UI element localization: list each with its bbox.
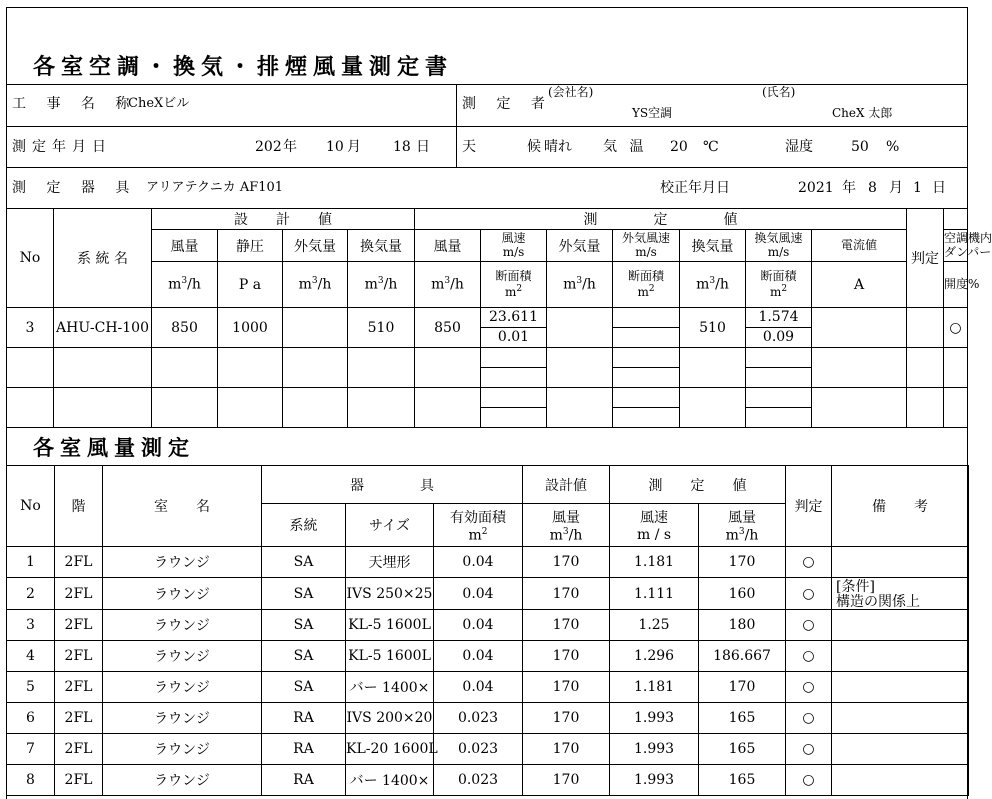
t2-cell-airflow: 165 bbox=[699, 765, 786, 796]
t2-cell-system: SA bbox=[262, 547, 346, 578]
t1-unit-static: P a bbox=[218, 262, 283, 308]
unit-per-hour: /h bbox=[582, 276, 596, 293]
t1-header-velocity-label: 風速 bbox=[501, 230, 526, 245]
t2-cell-eff-area: 0.04 bbox=[434, 547, 523, 578]
unit-m: m bbox=[298, 276, 312, 293]
t1-cell-system: AHU-CH-100 bbox=[54, 308, 152, 348]
section-title-room-airflow: 各室風量測定 bbox=[33, 436, 195, 460]
t2-cell-room: ラウンジ bbox=[103, 578, 262, 610]
t1-header-damper bbox=[944, 230, 992, 262]
t1-cell-ea-velocity-area bbox=[746, 308, 812, 348]
t2-cell-airflow: 180 bbox=[699, 610, 786, 641]
unit-m: m bbox=[769, 284, 782, 299]
unit-m: m bbox=[468, 527, 482, 544]
t2-remark-line-1: [条件] bbox=[836, 579, 875, 595]
t2-cell-room: ラウンジ bbox=[103, 672, 262, 703]
t1-cell-design-static: 1000 bbox=[218, 308, 283, 348]
t2-cell-floor: 2FL bbox=[55, 734, 103, 765]
unit-per-hour: /h bbox=[715, 276, 729, 293]
t2-header-eff-area: 有効面積 $m^2$ bbox=[434, 504, 523, 547]
t2-cell-airflow: 186.667 bbox=[699, 641, 786, 672]
table-row bbox=[7, 734, 969, 765]
unit-m: m bbox=[549, 527, 563, 544]
t2-cell-judge: ○ bbox=[786, 672, 832, 703]
t1-cell-velocity: 23.611 bbox=[481, 308, 546, 328]
unit-ms: m / s bbox=[636, 527, 672, 543]
t1-unit-ea-area: 断面積 $m^2$ bbox=[746, 262, 812, 308]
t2-cell-eff-area: 0.04 bbox=[434, 672, 523, 703]
table-row bbox=[7, 641, 969, 672]
t2-cell-floor: 2FL bbox=[55, 672, 103, 703]
t2-cell-airflow: 170 bbox=[699, 547, 786, 578]
t1-header-meas-oa: 外気量 bbox=[547, 230, 613, 262]
t2-cell-remark bbox=[832, 547, 969, 578]
name-value: CheX 太郎 bbox=[832, 106, 893, 120]
t1-header-current: 電流値 bbox=[812, 230, 907, 262]
t2-cell-judge: ○ bbox=[786, 703, 832, 734]
t1-header-meas-ea: 換気量 bbox=[680, 230, 746, 262]
t2-cell-design-airflow: 170 bbox=[523, 734, 610, 765]
t2-header-design-airflow: 風量 $m^3/h$ bbox=[523, 504, 610, 547]
t1-header-oa-velocity bbox=[613, 230, 680, 262]
header-divider bbox=[456, 84, 457, 167]
t2-cell-floor: 2FL bbox=[55, 547, 103, 578]
t2-cell-remark bbox=[832, 578, 969, 610]
t2-cell-judge: ○ bbox=[786, 734, 832, 765]
t2-header-room: 室 名 bbox=[103, 466, 262, 547]
unit-m: m bbox=[563, 276, 577, 293]
t2-cell-judge: ○ bbox=[786, 610, 832, 641]
t2-cell-velocity: 1.993 bbox=[610, 734, 699, 765]
t2-cell-judge: ○ bbox=[786, 578, 832, 610]
t2-cell-system: RA bbox=[262, 703, 346, 734]
t1-header-measured: 測 定 値 bbox=[415, 209, 907, 230]
year-unit: 年 bbox=[283, 139, 297, 155]
unit-m: m bbox=[504, 284, 517, 299]
t2-cell-no: 1 bbox=[7, 547, 55, 578]
t2-cell-floor: 2FL bbox=[55, 765, 103, 796]
humidity-value: 50 bbox=[851, 139, 869, 155]
t1-header-judge: 判定 bbox=[907, 209, 944, 308]
t1-header-damper-2: ダンパー bbox=[944, 244, 992, 259]
t2-cell-no: 8 bbox=[7, 765, 55, 796]
t2-cell-system: SA bbox=[262, 641, 346, 672]
table-row bbox=[7, 388, 968, 428]
t2-cell-system: RA bbox=[262, 765, 346, 796]
t1-header-oa-velocity-label: 外気風速 bbox=[621, 230, 670, 245]
t2-cell-size: バー 1400× bbox=[346, 765, 434, 796]
t2-cell-remark bbox=[832, 610, 969, 641]
t2-cell-velocity: 1.181 bbox=[610, 547, 699, 578]
t2-remark-line-2: 構造の関係上 bbox=[836, 593, 921, 610]
t2-cell-room: ラウンジ bbox=[103, 703, 262, 734]
t1-cell-design-airflow: 850 bbox=[152, 308, 218, 348]
t1-header-meas-airflow: 風量 bbox=[415, 230, 481, 262]
t1-unit-damper: 開度% bbox=[944, 262, 968, 308]
weather-label: 天 bbox=[462, 139, 476, 155]
t2-cell-eff-area: 0.04 bbox=[434, 641, 523, 672]
t1-unit-meas-oa: $m^3/h$ bbox=[547, 262, 613, 308]
t2-cell-room: ラウンジ bbox=[103, 734, 262, 765]
t1-cell-area: 0.01 bbox=[497, 329, 530, 345]
t2-cell-velocity: 1.993 bbox=[610, 765, 699, 796]
header-rule-1 bbox=[6, 126, 968, 127]
t2-cell-velocity: 1.296 bbox=[610, 641, 699, 672]
t2-cell-room: ラウンジ bbox=[103, 547, 262, 578]
t1-header-no: No bbox=[7, 209, 54, 308]
t2-cell-velocity: 1.111 bbox=[610, 578, 699, 610]
table-row bbox=[7, 610, 969, 641]
t1-unit-design-oa: $m^3/h$ bbox=[283, 262, 348, 308]
airflow-label: 風量 bbox=[552, 509, 581, 526]
t2-cell-no: 7 bbox=[7, 734, 55, 765]
t2-header-device: 器 具 bbox=[262, 466, 523, 504]
t2-header-remarks: 備 考 bbox=[832, 466, 969, 547]
t1-header-design-static: 静圧 bbox=[218, 230, 283, 262]
t1-cell-current bbox=[812, 308, 907, 348]
t2-header-system: 系統 bbox=[262, 504, 346, 547]
t1-unit-meas-ea: $m^3/h$ bbox=[680, 262, 746, 308]
t2-cell-velocity: 1.25 bbox=[610, 610, 699, 641]
t2-cell-remark bbox=[832, 672, 969, 703]
table-row bbox=[7, 578, 969, 610]
table-row bbox=[7, 348, 968, 388]
table-row bbox=[7, 765, 969, 796]
t2-header-meas-airflow: 風量 $m^3/h$ bbox=[699, 504, 786, 547]
t1-cell-design-oa bbox=[283, 308, 348, 348]
unit-m: m bbox=[725, 527, 739, 544]
t2-cell-design-airflow: 170 bbox=[523, 672, 610, 703]
table-row bbox=[7, 308, 968, 348]
t1-cell-oa-velocity bbox=[613, 308, 679, 328]
t1-header-damper-1: 空調機内 bbox=[944, 230, 992, 245]
t1-cell-velocity-area bbox=[481, 308, 547, 348]
date-year: 202 bbox=[255, 139, 282, 155]
t1-header-design: 設 計 値 bbox=[152, 209, 415, 230]
t1-header-ea-velocity-label: 換気風速 bbox=[754, 230, 803, 245]
temperature-label: 気 温 bbox=[603, 139, 648, 155]
t2-cell-design-airflow: 170 bbox=[523, 703, 610, 734]
t1-unit-design-airflow: $m^3/h$ bbox=[152, 262, 218, 308]
table-row bbox=[7, 672, 969, 703]
t2-cell-system: RA bbox=[262, 734, 346, 765]
t1-header-velocity bbox=[481, 230, 547, 262]
t1-header-ea-velocity-unit: m/s bbox=[767, 244, 790, 259]
document-title: 各室空調・換気・排煙風量測定書 bbox=[33, 55, 454, 80]
t1-unit-design-ea: $m^3/h$ bbox=[348, 262, 415, 308]
t2-cell-size: バー 1400× bbox=[346, 672, 434, 703]
t2-cell-room: ラウンジ bbox=[103, 610, 262, 641]
t2-cell-airflow: 160 bbox=[699, 578, 786, 610]
calibration-label: 校正年月日 bbox=[660, 180, 730, 196]
t1-cell-oa-area bbox=[613, 328, 679, 347]
t2-cell-airflow: 170 bbox=[699, 672, 786, 703]
table-row bbox=[7, 703, 969, 734]
calibration-day-unit: 日 bbox=[932, 180, 946, 196]
t1-header-design-airflow: 風量 bbox=[152, 230, 218, 262]
t2-cell-size: KL-20 1600L bbox=[346, 734, 434, 765]
t2-cell-design-airflow: 170 bbox=[523, 765, 610, 796]
t2-cell-no: 6 bbox=[7, 703, 55, 734]
unit-per-hour: /h bbox=[383, 276, 398, 293]
t1-unit-area: 断面積 $m^2$ bbox=[481, 262, 547, 308]
t2-cell-size: IVS 200×20 bbox=[346, 703, 434, 734]
t2-cell-system: SA bbox=[262, 578, 346, 610]
unit-m: m bbox=[696, 276, 710, 293]
velocity-label: 風速 bbox=[640, 510, 669, 526]
eff-area-label: 有効面積 bbox=[450, 509, 506, 526]
measurer-label: 測 定 者 bbox=[462, 96, 553, 112]
t1-cell-damper bbox=[907, 308, 944, 348]
t1-cell-judge: ○ bbox=[944, 308, 968, 348]
area-label: 断面積 bbox=[760, 268, 797, 283]
t2-cell-design-airflow: 170 bbox=[523, 641, 610, 672]
month-unit: 月 bbox=[347, 139, 361, 155]
date-day: 18 bbox=[393, 139, 411, 155]
temperature-value: 20 bbox=[670, 139, 688, 155]
company-label: (会社名) bbox=[548, 85, 594, 99]
t1-header-ea-velocity bbox=[746, 230, 812, 262]
t2-cell-floor: 2FL bbox=[55, 578, 103, 610]
t2-cell-velocity: 1.181 bbox=[610, 672, 699, 703]
unit-m: m bbox=[364, 276, 378, 293]
t1-header-oa-velocity-unit: m/s bbox=[635, 244, 657, 259]
system-measurement-table bbox=[6, 208, 992, 428]
calibration-year: 2021 bbox=[798, 180, 834, 196]
unit-per-hour: /h bbox=[187, 276, 201, 293]
t2-cell-room: ラウンジ bbox=[103, 765, 262, 796]
t2-cell-airflow: 165 bbox=[699, 734, 786, 765]
t2-cell-no: 4 bbox=[7, 641, 55, 672]
header-rule-2 bbox=[6, 167, 968, 168]
date-label: 測定年月日 bbox=[12, 139, 112, 155]
weather-label-2: 候 bbox=[527, 139, 541, 155]
t2-cell-system: SA bbox=[262, 610, 346, 641]
t1-unit-oa-area: 断面積 $m^2$ bbox=[613, 262, 680, 308]
t1-cell-oa-velocity-area bbox=[613, 308, 680, 348]
company-value: YS空調 bbox=[632, 106, 673, 120]
t2-cell-judge: ○ bbox=[786, 641, 832, 672]
calibration-year-unit: 年 bbox=[842, 180, 856, 196]
t2-header-floor: 階 bbox=[55, 466, 103, 547]
t2-cell-size: 天埋形 bbox=[346, 547, 434, 578]
t1-header-design-oa: 外気量 bbox=[283, 230, 348, 262]
t1-header-velocity-unit: m/s bbox=[502, 244, 525, 259]
t2-cell-eff-area: 0.04 bbox=[434, 610, 523, 641]
instrument-label: 測 定 器 具 bbox=[12, 180, 138, 196]
t2-cell-size: KL-5 1600L bbox=[346, 610, 434, 641]
area-label: 断面積 bbox=[495, 268, 532, 283]
t2-cell-velocity: 1.993 bbox=[610, 703, 699, 734]
t2-cell-size: KL-5 1600L bbox=[346, 641, 434, 672]
t2-header-velocity bbox=[610, 504, 699, 547]
t2-cell-remark bbox=[832, 641, 969, 672]
t2-body bbox=[7, 547, 969, 796]
t1-cell-meas-oa bbox=[547, 308, 613, 348]
calibration-day: 1 bbox=[913, 180, 922, 196]
t2-cell-no: 2 bbox=[7, 578, 55, 610]
t2-cell-eff-area: 0.023 bbox=[434, 734, 523, 765]
name-label: (氏名) bbox=[762, 85, 796, 99]
t1-unit-current: A bbox=[812, 262, 907, 308]
table-row bbox=[7, 547, 969, 578]
t2-cell-remark bbox=[832, 703, 969, 734]
t2-cell-remark bbox=[832, 734, 969, 765]
t2-header-no: No bbox=[7, 466, 55, 547]
area-label: 断面積 bbox=[627, 268, 664, 283]
t2-cell-airflow: 165 bbox=[699, 703, 786, 734]
t2-cell-judge: ○ bbox=[786, 547, 832, 578]
t2-header-measured: 測 定 値 bbox=[610, 466, 786, 504]
t2-cell-floor: 2FL bbox=[55, 703, 103, 734]
t2-cell-no: 3 bbox=[7, 610, 55, 641]
t1-cell-ea-velocity: 1.574 bbox=[746, 308, 811, 328]
project-value: CheXビル bbox=[128, 96, 190, 111]
t1-unit-meas-airflow: $m^3/h$ bbox=[415, 262, 481, 308]
t2-cell-no: 5 bbox=[7, 672, 55, 703]
instrument-value: アリアテクニカ AF101 bbox=[146, 180, 284, 195]
t2-cell-size: IVS 250×25 bbox=[346, 578, 434, 610]
t2-cell-remark bbox=[832, 765, 969, 796]
t1-cell-meas-ea: 510 bbox=[680, 308, 746, 348]
project-label: 工 事 名 称 bbox=[12, 96, 138, 112]
t1-header-system: 系 統 名 bbox=[54, 209, 152, 308]
unit-per-hour: /h bbox=[317, 276, 332, 293]
t1-cell-meas-airflow: 850 bbox=[415, 308, 481, 348]
temperature-unit: ℃ bbox=[703, 139, 719, 155]
t2-cell-design-airflow: 170 bbox=[523, 547, 610, 578]
day-unit: 日 bbox=[416, 139, 430, 155]
calibration-month: 8 bbox=[868, 180, 877, 196]
t2-header-judge: 判定 bbox=[786, 466, 832, 547]
t1-cell-ea-area: 0.09 bbox=[762, 329, 795, 345]
unit-m: m bbox=[431, 276, 445, 293]
t1-cell-no: 3 bbox=[7, 308, 54, 348]
t1-header-design-ea: 換気量 bbox=[348, 230, 415, 262]
unit-m: m bbox=[168, 276, 182, 293]
t2-cell-eff-area: 0.04 bbox=[434, 578, 523, 610]
t1-cell-design-ea: 510 bbox=[348, 308, 415, 348]
t2-cell-floor: 2FL bbox=[55, 610, 103, 641]
t2-cell-eff-area: 0.023 bbox=[434, 765, 523, 796]
calibration-month-unit: 月 bbox=[889, 180, 903, 196]
t2-cell-floor: 2FL bbox=[55, 641, 103, 672]
t2-header-size: サイズ bbox=[346, 504, 434, 547]
room-airflow-table bbox=[6, 465, 969, 796]
t2-cell-eff-area: 0.023 bbox=[434, 703, 523, 734]
humidity-unit: % bbox=[886, 139, 900, 155]
airflow-label: 風量 bbox=[728, 509, 757, 526]
weather-value: 晴れ bbox=[544, 139, 572, 155]
humidity-label: 湿度 bbox=[785, 139, 813, 155]
date-month: 10 bbox=[326, 139, 344, 155]
unit-per-hour: /h bbox=[450, 276, 464, 293]
header-top-rule bbox=[6, 84, 968, 85]
t2-header-design: 設計値 bbox=[523, 466, 610, 504]
unit-m: m bbox=[637, 284, 649, 299]
t2-cell-design-airflow: 170 bbox=[523, 610, 610, 641]
t2-cell-system: SA bbox=[262, 672, 346, 703]
t2-cell-room: ラウンジ bbox=[103, 641, 262, 672]
t2-cell-judge: ○ bbox=[786, 765, 832, 796]
t2-cell-design-airflow: 170 bbox=[523, 578, 610, 610]
